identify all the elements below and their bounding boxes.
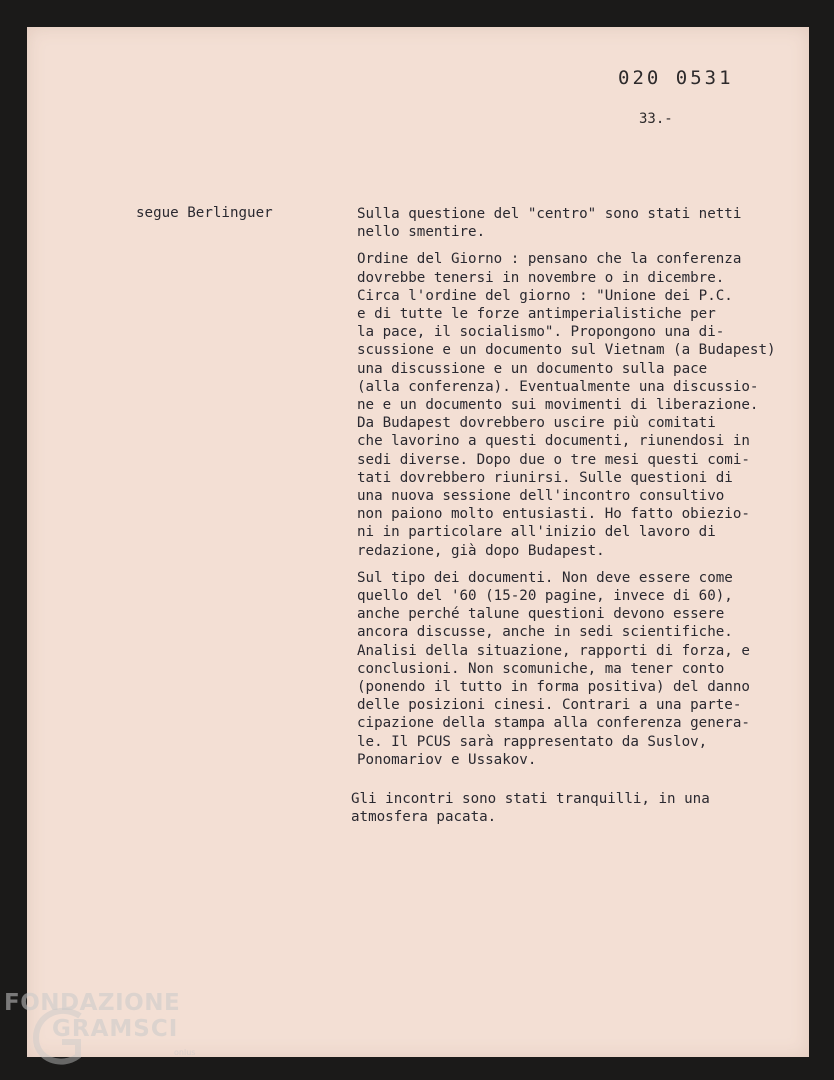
text-line: redazione, già dopo Budapest.: [357, 542, 605, 559]
text-line: atmosfera pacata.: [351, 809, 497, 826]
closing-paragraph: [351, 790, 710, 826]
text-line: non paiono molto entusiasti. Ho fatto obiezio-: [357, 506, 750, 523]
text-line: conclusioni. Non scomuniche, ma tener conto: [357, 660, 725, 677]
text-line: la pace, il socialismo". Propongono una di-: [357, 324, 725, 341]
text-line: scussione e un documento sul Vietnam (a Budapest): [357, 342, 776, 359]
text-line: quello del '60 (15-20 pagine, invece di 60),: [357, 588, 733, 605]
text-line: (alla conferenza). Eventualmente una discussio-: [357, 378, 759, 395]
text-line: sedi diverse. Dopo due o tre mesi questi comi-: [357, 451, 750, 468]
text-line: Sul tipo dei documenti. Non deve essere come: [357, 569, 733, 586]
text-line: Sulla questione del "centro" sono stati netti: [357, 206, 742, 222]
text-line: anche perché talune questioni devono essere: [357, 606, 725, 623]
text-line: ne e un documento sui movimenti di liberazione.: [357, 397, 759, 414]
text-line: cipazione della stampa alla conferenza genera-: [357, 715, 750, 732]
fondazione-gramsci-watermark: [4, 990, 214, 1070]
watermark-line-2: GRAMSCI: [52, 1016, 179, 1042]
text-line: le. Il PCUS sarà rappresentato da Suslov,: [357, 733, 708, 750]
paragraph-1: [357, 205, 817, 241]
paragraph-2: [357, 250, 817, 559]
text-line: ni in particolare all'inizio del lavoro di: [357, 524, 716, 541]
text-line: tati dovrebbero riunirsi. Sulle questioni di: [357, 469, 733, 486]
text-line: dovrebbe tenersi in novembre o in dicembre.: [357, 269, 725, 286]
archive-number: 020 0531: [618, 67, 734, 89]
text-line: ancora discusse, anche in sedi scientifiche.: [357, 624, 733, 641]
text-line: Ordine del Giorno : pensano che la conferenza: [357, 251, 742, 268]
text-line: Ponomariov e Ussakov.: [357, 751, 537, 768]
text-line: Circa l'ordine del giorno : "Unione dei P.C.: [357, 287, 733, 304]
watermark-line-1: FONDAZIONE: [4, 990, 181, 1016]
body-text: [357, 205, 817, 778]
text-line: Analisi della situazione, rapporti di forza, e: [357, 642, 750, 659]
speaker-label: segue Berlinguer: [136, 205, 273, 221]
text-line: (ponendo il tutto in forma positiva) del danno: [357, 679, 750, 696]
paragraph-3: [357, 569, 817, 769]
text-line: che lavorino a questi documenti, riunendosi in: [357, 433, 750, 450]
text-line: Da Budapest dovrebbero uscire più comitati: [357, 415, 716, 432]
watermark-line-3: onlus: [174, 1048, 196, 1057]
page-number: 33.-: [639, 111, 673, 127]
text-line: e di tutte le forze antimperialistiche per: [357, 306, 716, 323]
text-line: Gli incontri sono stati tranquilli, in una: [351, 791, 710, 807]
text-line: nello smentire.: [357, 224, 486, 241]
text-line: una nuova sessione dell'incontro consultivo: [357, 488, 725, 505]
text-line: delle posizioni cinesi. Contrari a una parte-: [357, 697, 742, 714]
text-line: una discussione e un documento sulla pace: [357, 360, 708, 377]
